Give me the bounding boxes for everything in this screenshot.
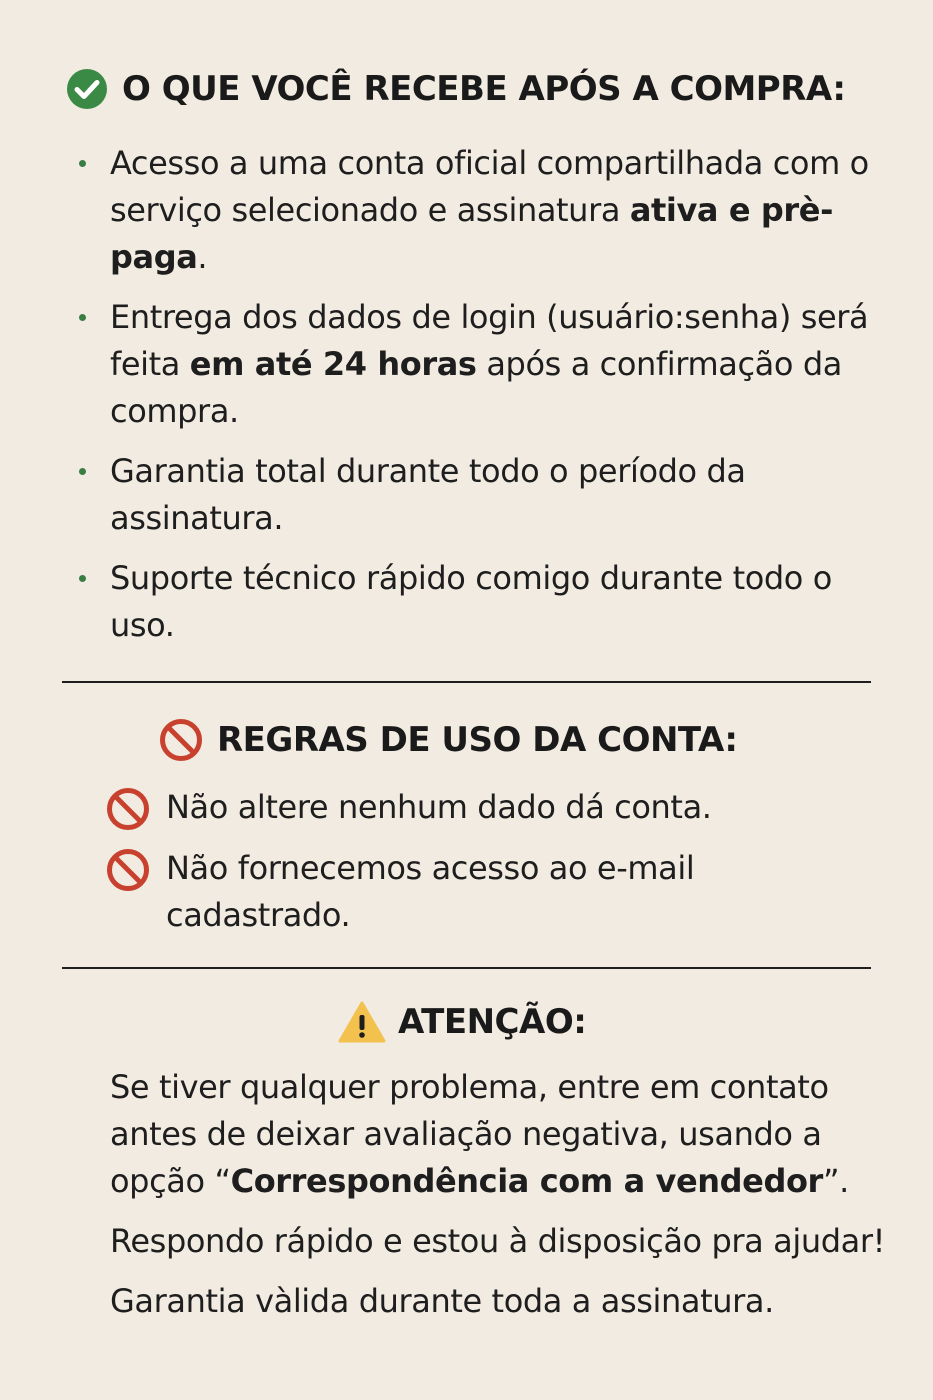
benefits-heading: O QUE VOCÊ RECEBE APÓS A COMPRA:	[122, 69, 846, 109]
attention-paragraph-guarantee: Garantia vàlida durante toda a assinatura.	[110, 1282, 774, 1320]
benefit-item-guarantee	[72, 448, 902, 542]
benefit-item-access	[72, 140, 902, 281]
bullet-icon	[79, 314, 86, 321]
prohibited-icon	[106, 787, 150, 831]
benefit-text-end: após a confirmação da compra.	[110, 345, 842, 430]
rule-item-no-change	[106, 784, 886, 831]
benefits-heading-row	[66, 68, 845, 110]
attention-text-end: ”.	[822, 1162, 849, 1200]
attention-bold-text: Correspondência com a vendedor	[230, 1162, 823, 1200]
prohibited-icon	[159, 718, 203, 762]
prohibited-icon	[106, 848, 150, 892]
bullet-icon	[79, 575, 86, 582]
rules-heading-row	[159, 718, 738, 762]
benefit-text: Garantia total durante todo o período da assinatura.	[110, 452, 746, 537]
attention-paragraph-contact	[110, 1064, 920, 1205]
attention-paragraph-response: Respondo rápido e estou à disposição pra ajudar!	[110, 1222, 886, 1260]
benefit-bold-text: em até 24 horas	[189, 345, 477, 383]
rules-heading: REGRAS DE USO DA CONTA:	[217, 720, 738, 760]
rules-list	[106, 784, 886, 953]
attention-text: Se tiver qualquer problema, entre em contato antes de deixar avaliação negativa, usando a opção “	[110, 1068, 829, 1200]
benefit-bold-text: ativa e prè-paga	[110, 191, 833, 276]
warning-icon	[338, 1000, 386, 1044]
attention-heading-row	[338, 1000, 586, 1044]
benefit-text-end: .	[197, 238, 208, 276]
benefit-item-delivery	[72, 294, 902, 435]
section-divider	[62, 967, 871, 969]
bullet-icon	[79, 160, 86, 167]
attention-heading: ATENÇÃO:	[398, 1002, 587, 1042]
check-circle-icon	[66, 68, 108, 110]
benefit-text: Entrega dos dados de login (usuário:senha) será feita	[110, 298, 869, 383]
section-divider	[62, 681, 871, 683]
benefit-text: Suporte técnico rápido comigo durante todo o uso.	[110, 559, 832, 644]
benefit-item-support	[72, 555, 902, 649]
rule-item-no-email	[106, 845, 886, 939]
attention-text-block	[110, 1064, 920, 1338]
rule-text: Não fornecemos acesso ao e-mail cadastrado.	[166, 849, 695, 934]
rule-text: Não altere nenhum dado dá conta.	[166, 788, 712, 826]
benefit-text: Acesso a uma conta oficial compartilhada com o serviço selecionado e assinatura	[110, 144, 869, 229]
bullet-icon	[79, 468, 86, 475]
benefits-list	[72, 140, 902, 662]
